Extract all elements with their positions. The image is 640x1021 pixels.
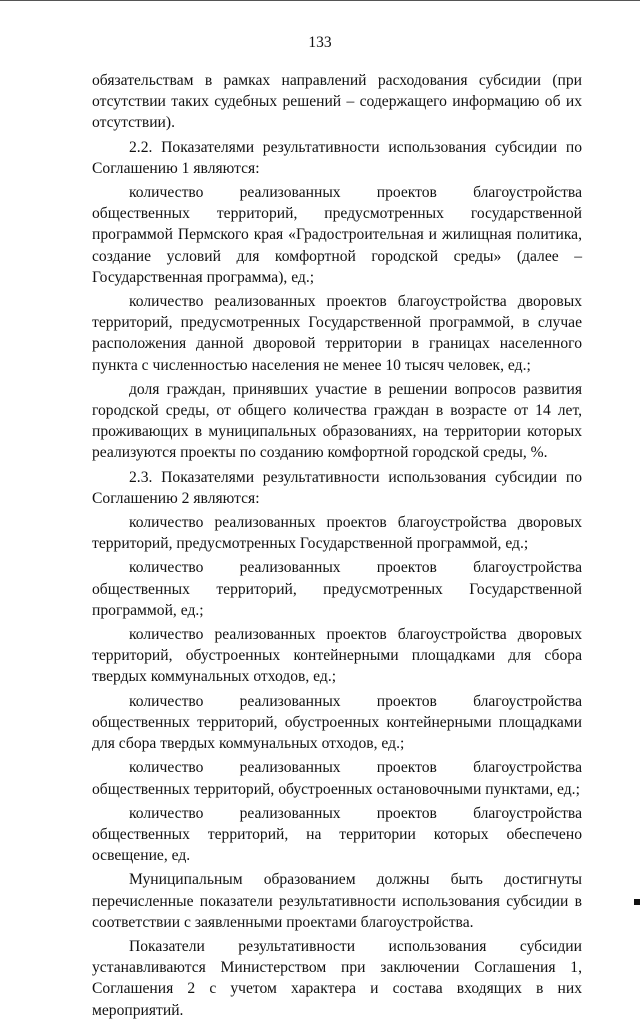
paragraph-requirement: Показатели результативности использования субсидии устанавливаются Министерством при заключении Соглашения 1, Соглашения 2 с учетом характера и состава входящих в них мероприятий. xyxy=(92,937,582,1019)
scan-corner-mark xyxy=(634,899,640,905)
paragraph-indicator: количество реализованных проектов благоустройства общественных территорий, предусмотренных государственной программой Пермского края «Градостроительная и жилищная политика, создание условий для комфортной городской среды» (далее – Государственная программа), ед.; xyxy=(92,184,582,286)
paragraph-indicator: количество реализованных проектов благоустройства дворовых территорий, предусмотренных Государственной программой, в случае расположения данной дворовой территории в границах населенного пункта с численностью населения не менее 10 тысяч человек, ед.; xyxy=(92,293,582,374)
page-number: 133 xyxy=(308,34,332,51)
paragraph-indicator: количество реализованных проектов благоустройства общественных территорий, предусмотренных Государственной программой, ед.; xyxy=(92,559,582,619)
paragraph-indicator: количество реализованных проектов благоустройства дворовых территорий, предусмотренных Государственной программой, ед.; xyxy=(92,514,582,553)
paragraph-indicator: количество реализованных проектов благоустройства дворовых территорий, обустроенных контейнерными площадками для сбора твердых коммунальных отходов, ед.; xyxy=(92,626,582,686)
paragraph-section-2-2: 2.2. Показателями результативности использования субсидии по Соглашению 1 являются: xyxy=(92,138,582,177)
paragraph-indicator: количество реализованных проектов благоустройства общественных территорий, обустроенных остановочными пунктами, ед.; xyxy=(92,759,582,798)
paragraph-continuation: обязательствам в рамках направлений расходования субсидии (при отсутствии таких судебных решений – содержащего информацию об их отсутствии). xyxy=(92,72,582,132)
document-body xyxy=(92,70,582,1021)
paragraph-indicator: количество реализованных проектов благоустройства общественных территорий, на территории которых обеспечено освещение, ед. xyxy=(92,804,582,865)
paragraph-requirement: Муниципальным образованием должны быть достигнуты перечисленные показатели результативности использования субсидии в соответствии с заявленными проектами благоустройства. xyxy=(92,871,582,931)
scan-top-border xyxy=(0,0,640,1)
paragraph-indicator: доля граждан, принявших участие в решении вопросов развития городской среды, от общего количества граждан в возрасте от 14 лет, проживающих в муниципальных образованиях, на территории которых реализуются проекты по созданию комфортной городской среды, %. xyxy=(92,380,582,462)
paragraph-indicator: количество реализованных проектов благоустройства общественных территорий, обустроенных контейнерными площадками для сбора твердых коммунальных отходов, ед.; xyxy=(92,692,582,753)
paragraph-section-2-3: 2.3. Показателями результативности использования субсидии по Соглашению 2 являются: xyxy=(92,468,582,507)
